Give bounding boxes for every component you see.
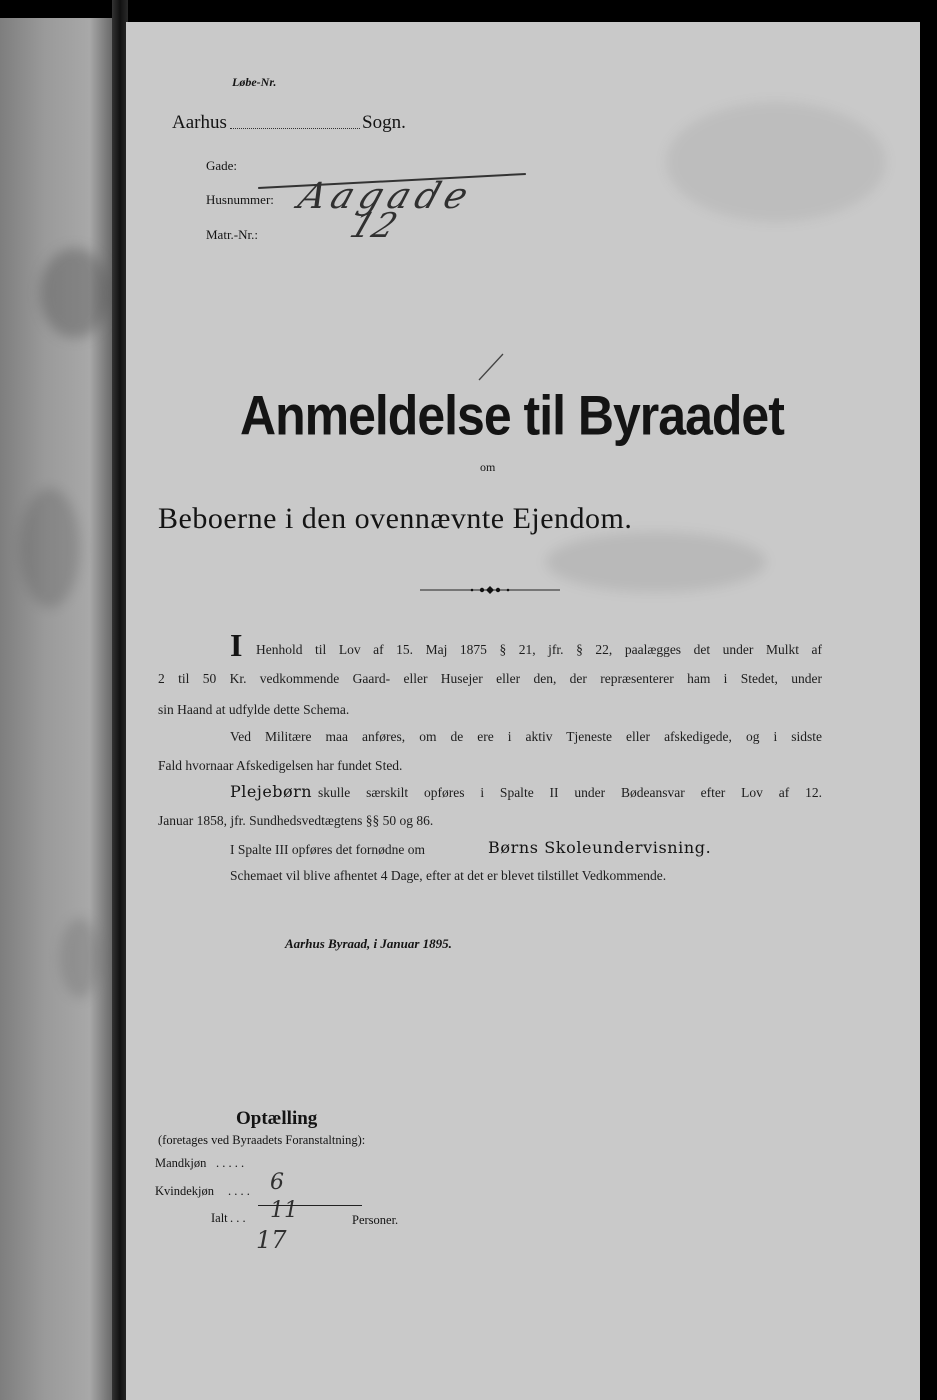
street-label: Gade: bbox=[206, 158, 238, 173]
instruction-military-1: Ved Militære maa anføres, om de ere i aktiv Tjeneste eller afskedigede, og i sidste bbox=[230, 729, 822, 744]
sum-rule bbox=[258, 1205, 362, 1206]
total-label: Ialt bbox=[211, 1211, 228, 1225]
house-number-value: 12 bbox=[344, 206, 403, 246]
foster-children-lead: Plejebørn bbox=[230, 782, 313, 801]
count-heading: Optælling bbox=[236, 1108, 318, 1129]
instruction-military-2: Fald hvornaar Afskedigelsen har fundet Sted. bbox=[158, 758, 403, 773]
female-dots: . . . . bbox=[228, 1184, 250, 1198]
instruction-line-3: sin Haand at udfylde dette Schema. bbox=[158, 702, 350, 717]
male-label: Mandkjøn bbox=[155, 1156, 207, 1170]
female-label: Kvindekjøn bbox=[155, 1184, 215, 1198]
matr-nr-label: Matr.-Nr.: bbox=[206, 227, 258, 242]
instruction-school: I Spalte III opføres det fornødne om bbox=[230, 842, 425, 857]
pencil-tick-mark bbox=[477, 352, 507, 382]
total-value: 17 bbox=[256, 1226, 287, 1254]
house-number-label: Husnummer: bbox=[206, 192, 274, 207]
form-title: Anmeldelse til Byraadet bbox=[240, 384, 784, 447]
form-subtitle: Beboerne i den ovennævnte Ejendom. bbox=[158, 502, 633, 535]
town-name: Aarhus bbox=[172, 112, 227, 133]
council-signature: Aarhus Byraad, i Januar 1895. bbox=[285, 936, 452, 951]
left-page-edge bbox=[0, 18, 112, 1400]
instruction-collection: Schemaet vil blive afhentet 4 Dage, efter at det er blevet tilstillet Vedkommende. bbox=[230, 868, 667, 883]
instruction-line-1: Henhold til Lov af 15. Maj 1875 § 21, jfr. § 22, paalægges det under Mulkt af bbox=[256, 642, 822, 657]
instruction-foster-2: Januar 1858, jfr. Sundhedsvedtægtens §§ 50 og 86. bbox=[158, 813, 434, 828]
male-value: 6 bbox=[270, 1170, 284, 1195]
female-value: 11 bbox=[270, 1198, 298, 1223]
lobe-nr-label: Løbe-Nr. bbox=[232, 75, 277, 89]
persons-label: Personer. bbox=[352, 1213, 399, 1227]
instruction-foster-1: skulle særskilt opføres i Spalte II under Bødeansvar efter Lov af 12. bbox=[318, 785, 822, 800]
instruction-line-2: 2 til 50 Kr. vedkommende Gaard- eller Husejer eller den, der repræsenterer ham i Stedet, under bbox=[158, 671, 822, 686]
street-value: Aagade bbox=[293, 176, 479, 217]
total-dots: . . . bbox=[230, 1211, 246, 1225]
parish-label: Sogn. bbox=[362, 112, 406, 133]
ornamental-divider bbox=[420, 584, 560, 596]
instruction-school-emphasis: Børns Skoleundervisning. bbox=[488, 838, 712, 857]
parish-fill-line bbox=[230, 128, 360, 129]
drop-cap: I bbox=[230, 627, 243, 663]
count-note: (foretages ved Byraadets Foranstaltning): bbox=[158, 1133, 366, 1147]
title-connector: om bbox=[480, 460, 496, 474]
male-dots: . . . . . bbox=[216, 1156, 245, 1170]
